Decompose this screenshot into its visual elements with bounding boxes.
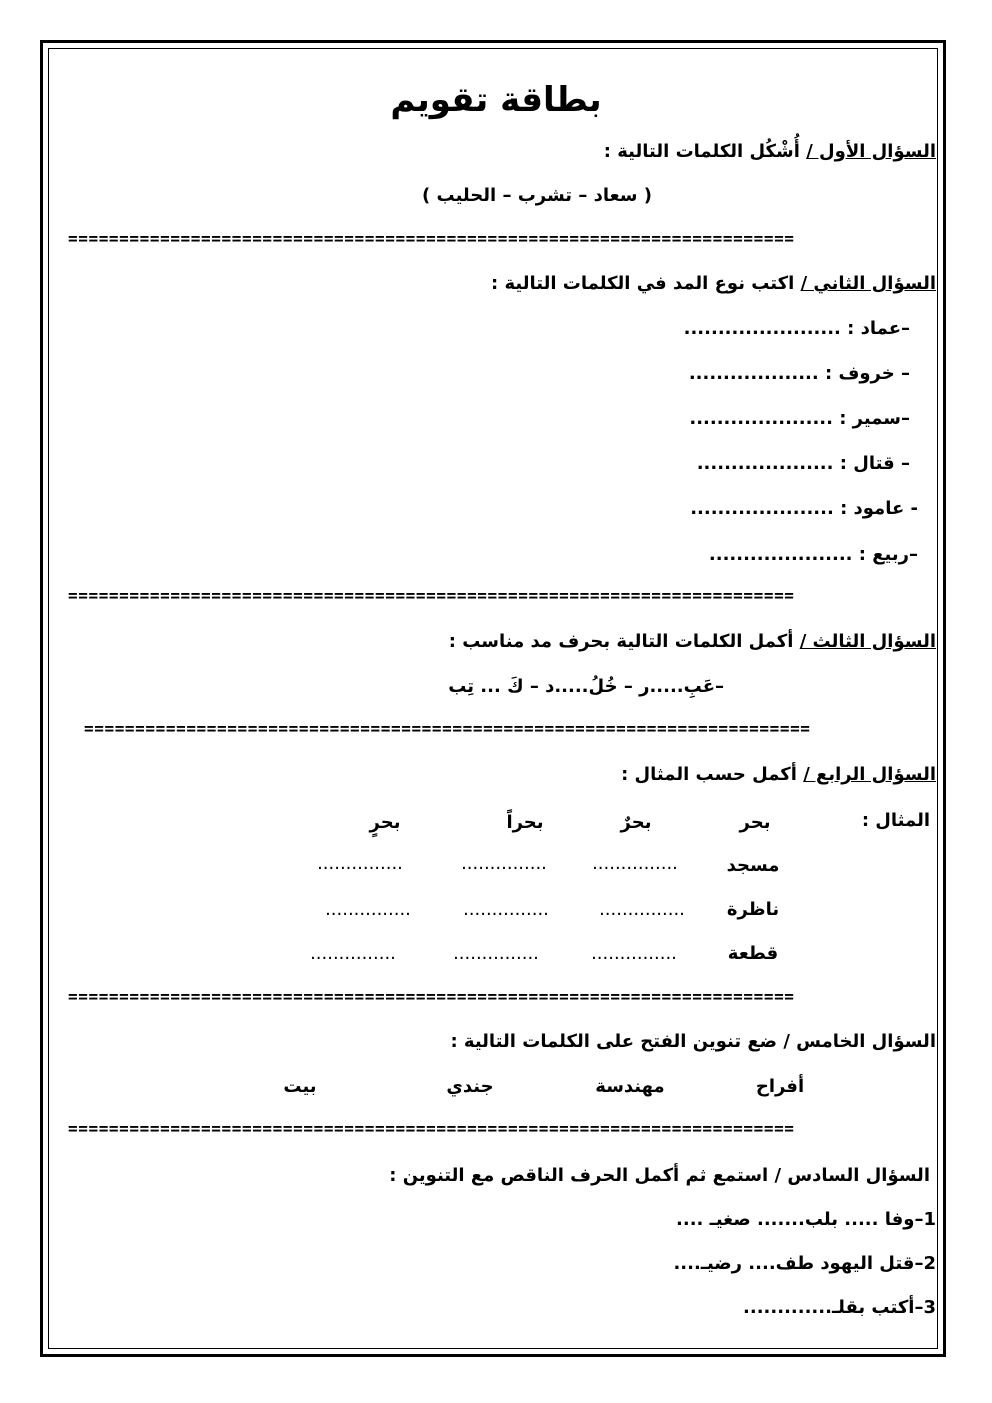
q4-row-2-word: ناظرة	[726, 899, 780, 920]
q4-row-2-blank-3: ...............	[325, 899, 411, 920]
separator-4: =======================================================================	[68, 987, 795, 1006]
q4-row-1-blank-1: ...............	[592, 853, 678, 874]
q5-word-4: بيت	[283, 1076, 317, 1097]
q1-label: السؤال الأول /	[806, 141, 936, 162]
q5-word-1: أفراح	[755, 1076, 805, 1097]
q1-words: ( سعاد – تشرب – الحليب )	[422, 185, 652, 206]
q4-row-3-blank-2: ...............	[453, 943, 539, 964]
q2-item-4: – قتال : ....................	[696, 453, 910, 474]
q2-item-1: –عماد : .......................	[683, 318, 910, 339]
separator-2: =======================================================================	[68, 586, 795, 605]
q2-item-6: –ربيع : .....................	[708, 544, 918, 565]
q6-item-1: 1–وفا ..... بلب....... صغيـ ....	[676, 1209, 936, 1230]
q2-label: السؤال الثاني /	[800, 273, 936, 294]
q6-item-3: 3–أكتب بقلـ.............	[743, 1297, 936, 1318]
q3-heading	[449, 631, 936, 652]
q4-label: السؤال الرابع /	[803, 764, 936, 785]
q5-word-3: جندي	[446, 1076, 494, 1097]
q6-heading: السؤال السادس / استمع ثم أكمل الحرف الناقص مع التنوين :	[389, 1165, 930, 1186]
q4-heading	[621, 764, 936, 785]
q2-text: اكتب نوع المد في الكلمات التالية :	[490, 273, 795, 294]
q3-label: السؤال الثالث /	[799, 631, 936, 652]
q4-row-2-blank-2: ...............	[463, 899, 549, 920]
q4-example-3: بحراً	[506, 812, 544, 833]
q2-heading	[491, 273, 936, 294]
q4-row-3-blank-1: ...............	[591, 943, 677, 964]
q1-text: أُشْكُل الكلمات التالية :	[603, 141, 800, 162]
q3-text: أكمل الكلمات التالية بحرف مد مناسب :	[448, 631, 794, 652]
q4-row-1-blank-3: ...............	[317, 853, 403, 874]
q2-item-3: –سمير : .....................	[689, 408, 910, 429]
q4-example-label: المثال :	[861, 810, 930, 831]
q4-row-1-blank-2: ...............	[461, 853, 547, 874]
q4-row-1-word: مسجد	[726, 855, 780, 876]
q4-row-3-word: قطعة	[727, 943, 779, 964]
q4-example-2: بحرٌ	[620, 812, 652, 833]
q5-heading: السؤال الخامس / ضع تنوين الفتح على الكلمات التالية :	[450, 1031, 936, 1052]
separator-1: =======================================================================	[68, 229, 795, 248]
q4-row-2-blank-1: ...............	[599, 899, 685, 920]
page-title: بطاقة تقويم	[390, 80, 602, 120]
q4-text: أكمل حسب المثال :	[621, 764, 797, 785]
q3-words: –عَبِ.....ر – خُلُ.....د – كَ ... تِب	[448, 676, 724, 697]
separator-5: =======================================================================	[68, 1119, 795, 1138]
q1-heading	[604, 141, 936, 162]
q4-example-4: بحرٍ	[369, 812, 401, 833]
separator-3: =======================================================================	[84, 719, 811, 738]
q2-item-2: – خروف : ...................	[688, 363, 910, 384]
q4-row-3-blank-3: ...............	[310, 943, 396, 964]
q4-example-1: بحر	[739, 812, 771, 833]
q5-word-2: مهندسة	[595, 1076, 665, 1097]
q6-item-2: 2–قتل اليهود طف.... رضيـ....	[673, 1253, 936, 1274]
q2-item-5: - عامود : .....................	[690, 498, 918, 519]
